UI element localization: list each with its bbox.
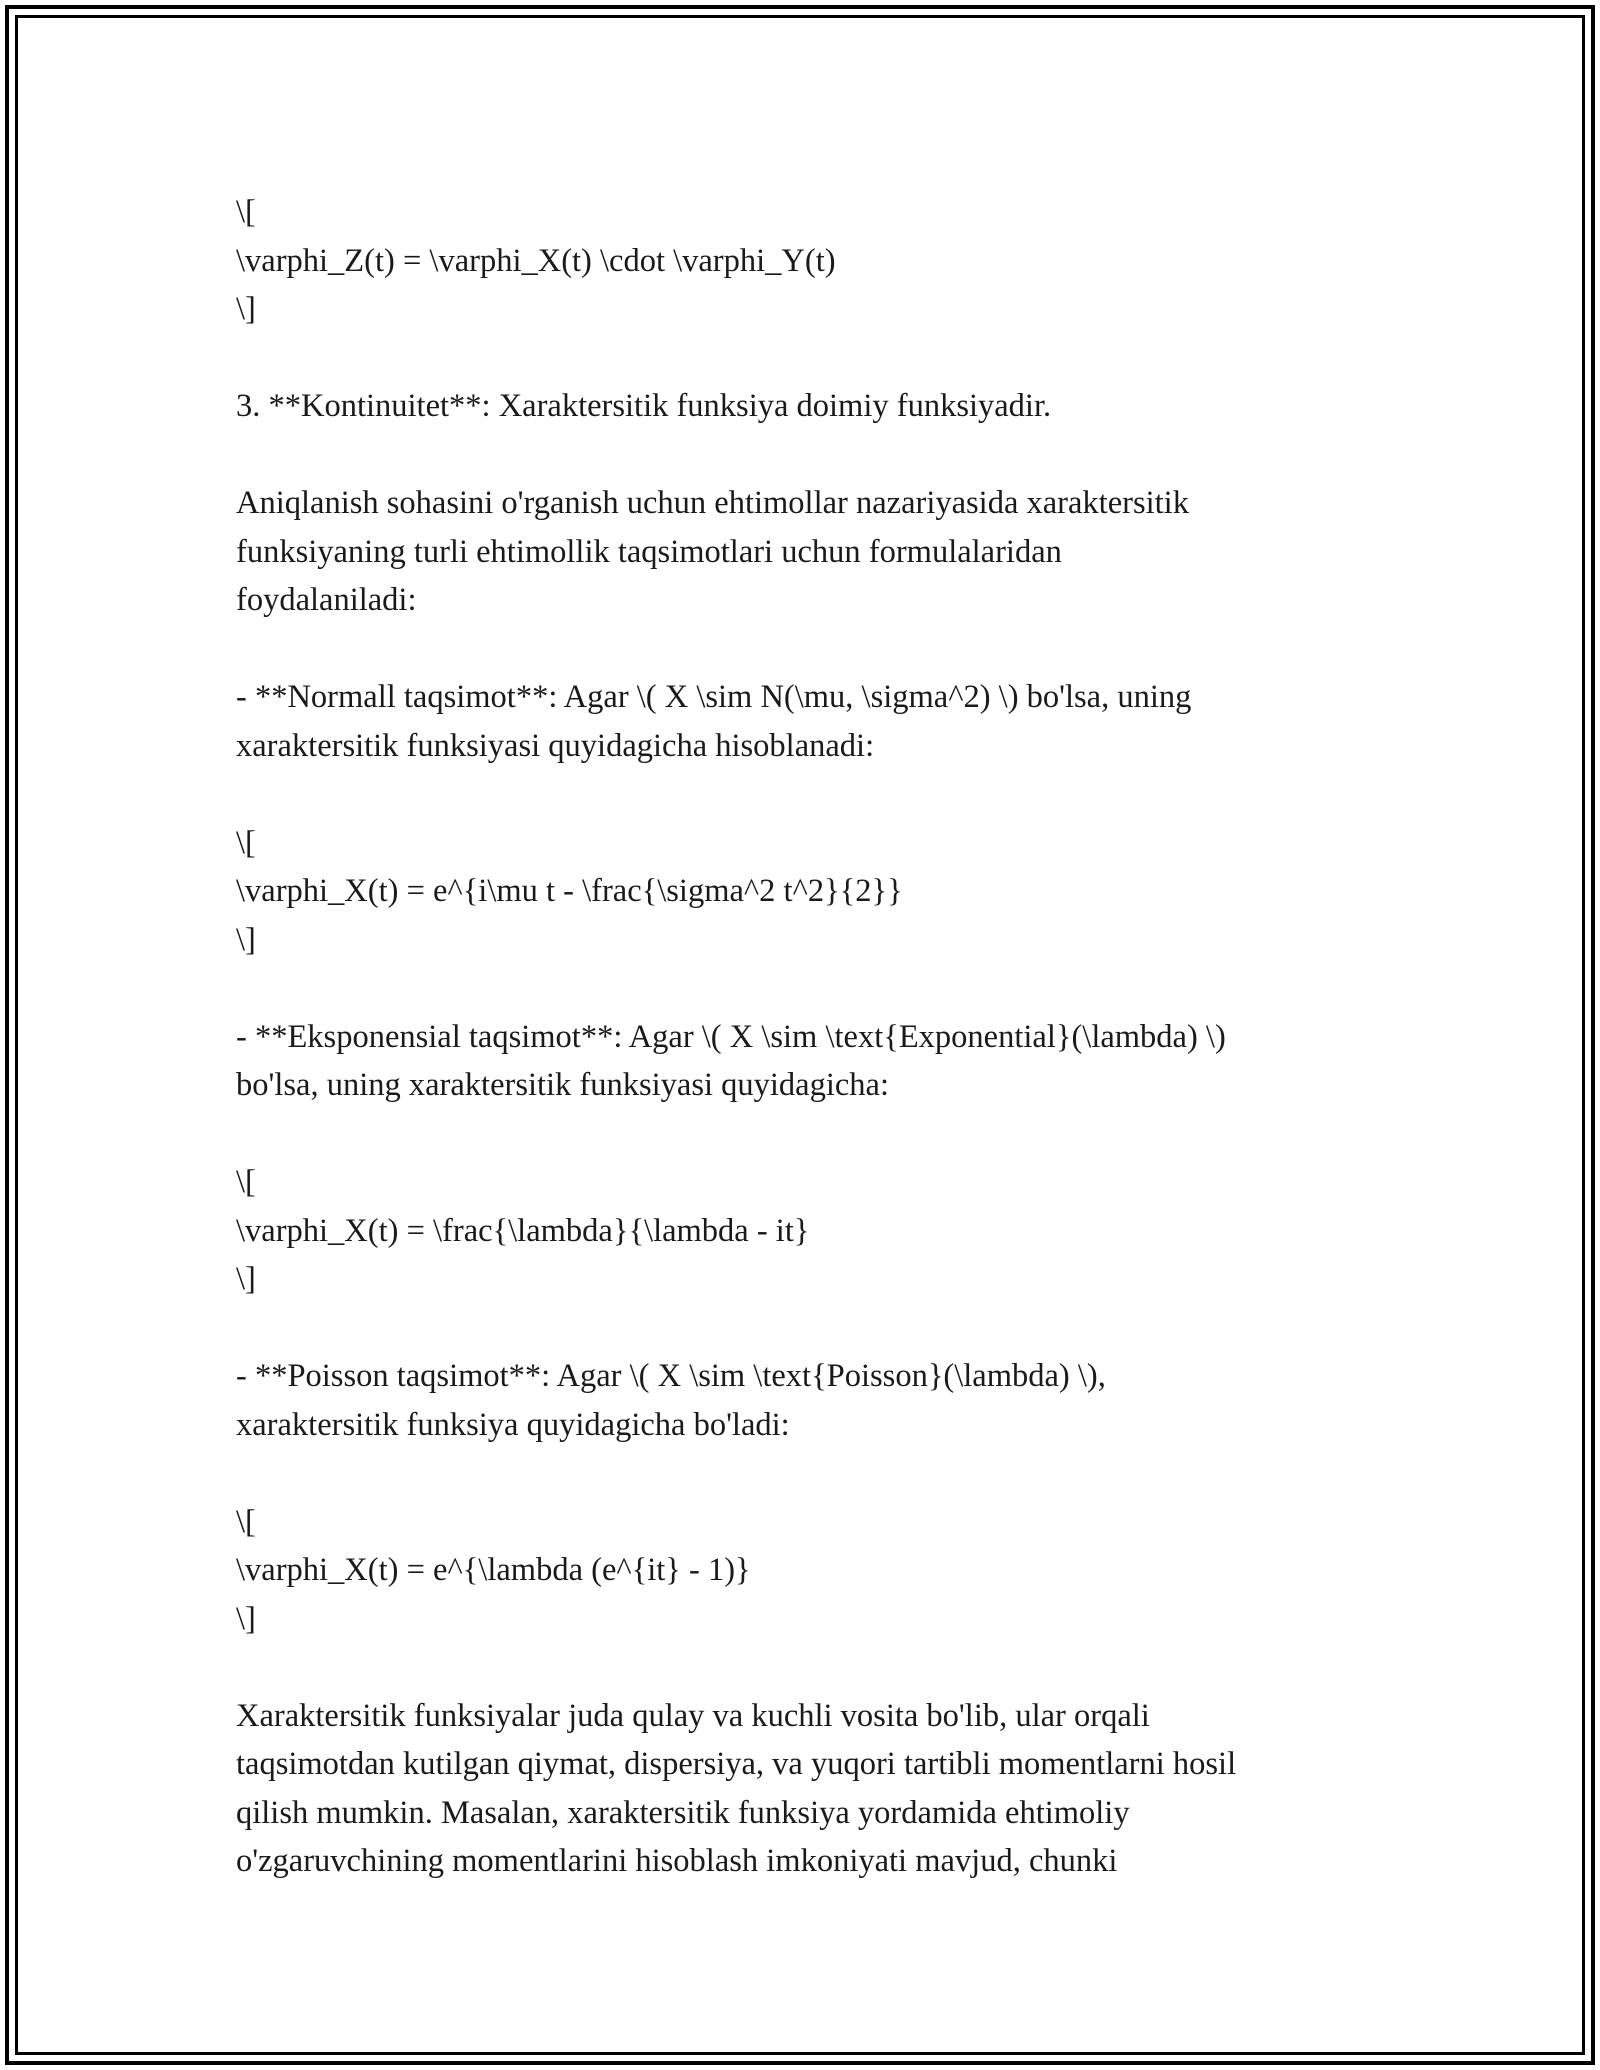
text-line: \[ bbox=[236, 194, 256, 230]
text-line: \[ bbox=[236, 1164, 256, 1200]
text-line: \] bbox=[236, 921, 256, 958]
text-line: 3. **Kontinuitet**: Xaraktersitik funksiya doimiy funksiyadir. bbox=[236, 388, 1052, 424]
text-line: \varphi_Z(t) = \varphi_X(t) \cdot \varphi_Y(t) bbox=[236, 242, 836, 279]
text-line: funksiyaning turli ehtimollik taqsimotlari uchun formulalaridan bbox=[236, 533, 1062, 570]
text-line: \] bbox=[236, 1600, 256, 1637]
text-line: Xaraktersitik funksiyalar juda qulay va kuchli vosita bo'lib, ular orqali bbox=[236, 1697, 1150, 1734]
text-line: Aniqlanish sohasini o'rganish uchun ehtimollar nazariyasida xaraktersitik bbox=[236, 485, 1189, 521]
blank-line bbox=[236, 1643, 1386, 1692]
blank-line bbox=[236, 770, 1386, 819]
text-line: taqsimotdan kutilgan qiymat, dispersiya, va yuqori tartibli momentlarni hosil bbox=[236, 1746, 1237, 1782]
text-line: o'zgaruvchining momentlarini hisoblash imkoniyati mavjud, chunki bbox=[236, 1843, 1118, 1879]
document-body bbox=[236, 188, 1386, 1886]
text-line: xaraktersitik funksiyasi quyidagicha hisoblanadi: bbox=[236, 727, 875, 764]
blank-line bbox=[236, 1304, 1386, 1353]
text-line: foydalaniladi: bbox=[236, 582, 417, 618]
text-line: xaraktersitik funksiya quyidagicha bo'ladi: bbox=[236, 1406, 790, 1443]
blank-line bbox=[236, 1449, 1386, 1498]
text-line: - **Poisson taqsimot**: Agar \( X \sim \text{Poisson}(\lambda) \), bbox=[236, 1358, 1106, 1394]
blank-line bbox=[236, 334, 1386, 383]
text-line: \varphi_X(t) = e^{i\mu t - \frac{\sigma^2 t^2}{2}} bbox=[236, 873, 903, 909]
text-line: qilish mumkin. Masalan, xaraktersitik funksiya yordamida ehtimoliy bbox=[236, 1794, 1130, 1831]
text-line: \varphi_X(t) = e^{\lambda (e^{it} - 1)} bbox=[236, 1552, 751, 1588]
blank-line bbox=[236, 1110, 1386, 1159]
text-line: bo'lsa, uning xaraktersitik funksiyasi quyidagicha: bbox=[236, 1067, 890, 1103]
blank-line bbox=[236, 625, 1386, 674]
blank-line bbox=[236, 964, 1386, 1013]
text-line: - **Eksponensial taqsimot**: Agar \( X \sim \text{Exponential}(\lambda) \) bbox=[236, 1018, 1226, 1055]
text-line: \[ bbox=[236, 1503, 256, 1540]
text-line: - **Normall taqsimot**: Agar \( X \sim N(\mu, \sigma^2) \) bo'lsa, uning bbox=[236, 679, 1192, 715]
text-line: \] bbox=[236, 1261, 256, 1297]
text-line: \varphi_X(t) = \frac{\lambda}{\lambda - it} bbox=[236, 1212, 810, 1249]
text-line: \] bbox=[236, 291, 256, 327]
blank-line bbox=[236, 431, 1386, 480]
text-line: \[ bbox=[236, 824, 256, 861]
